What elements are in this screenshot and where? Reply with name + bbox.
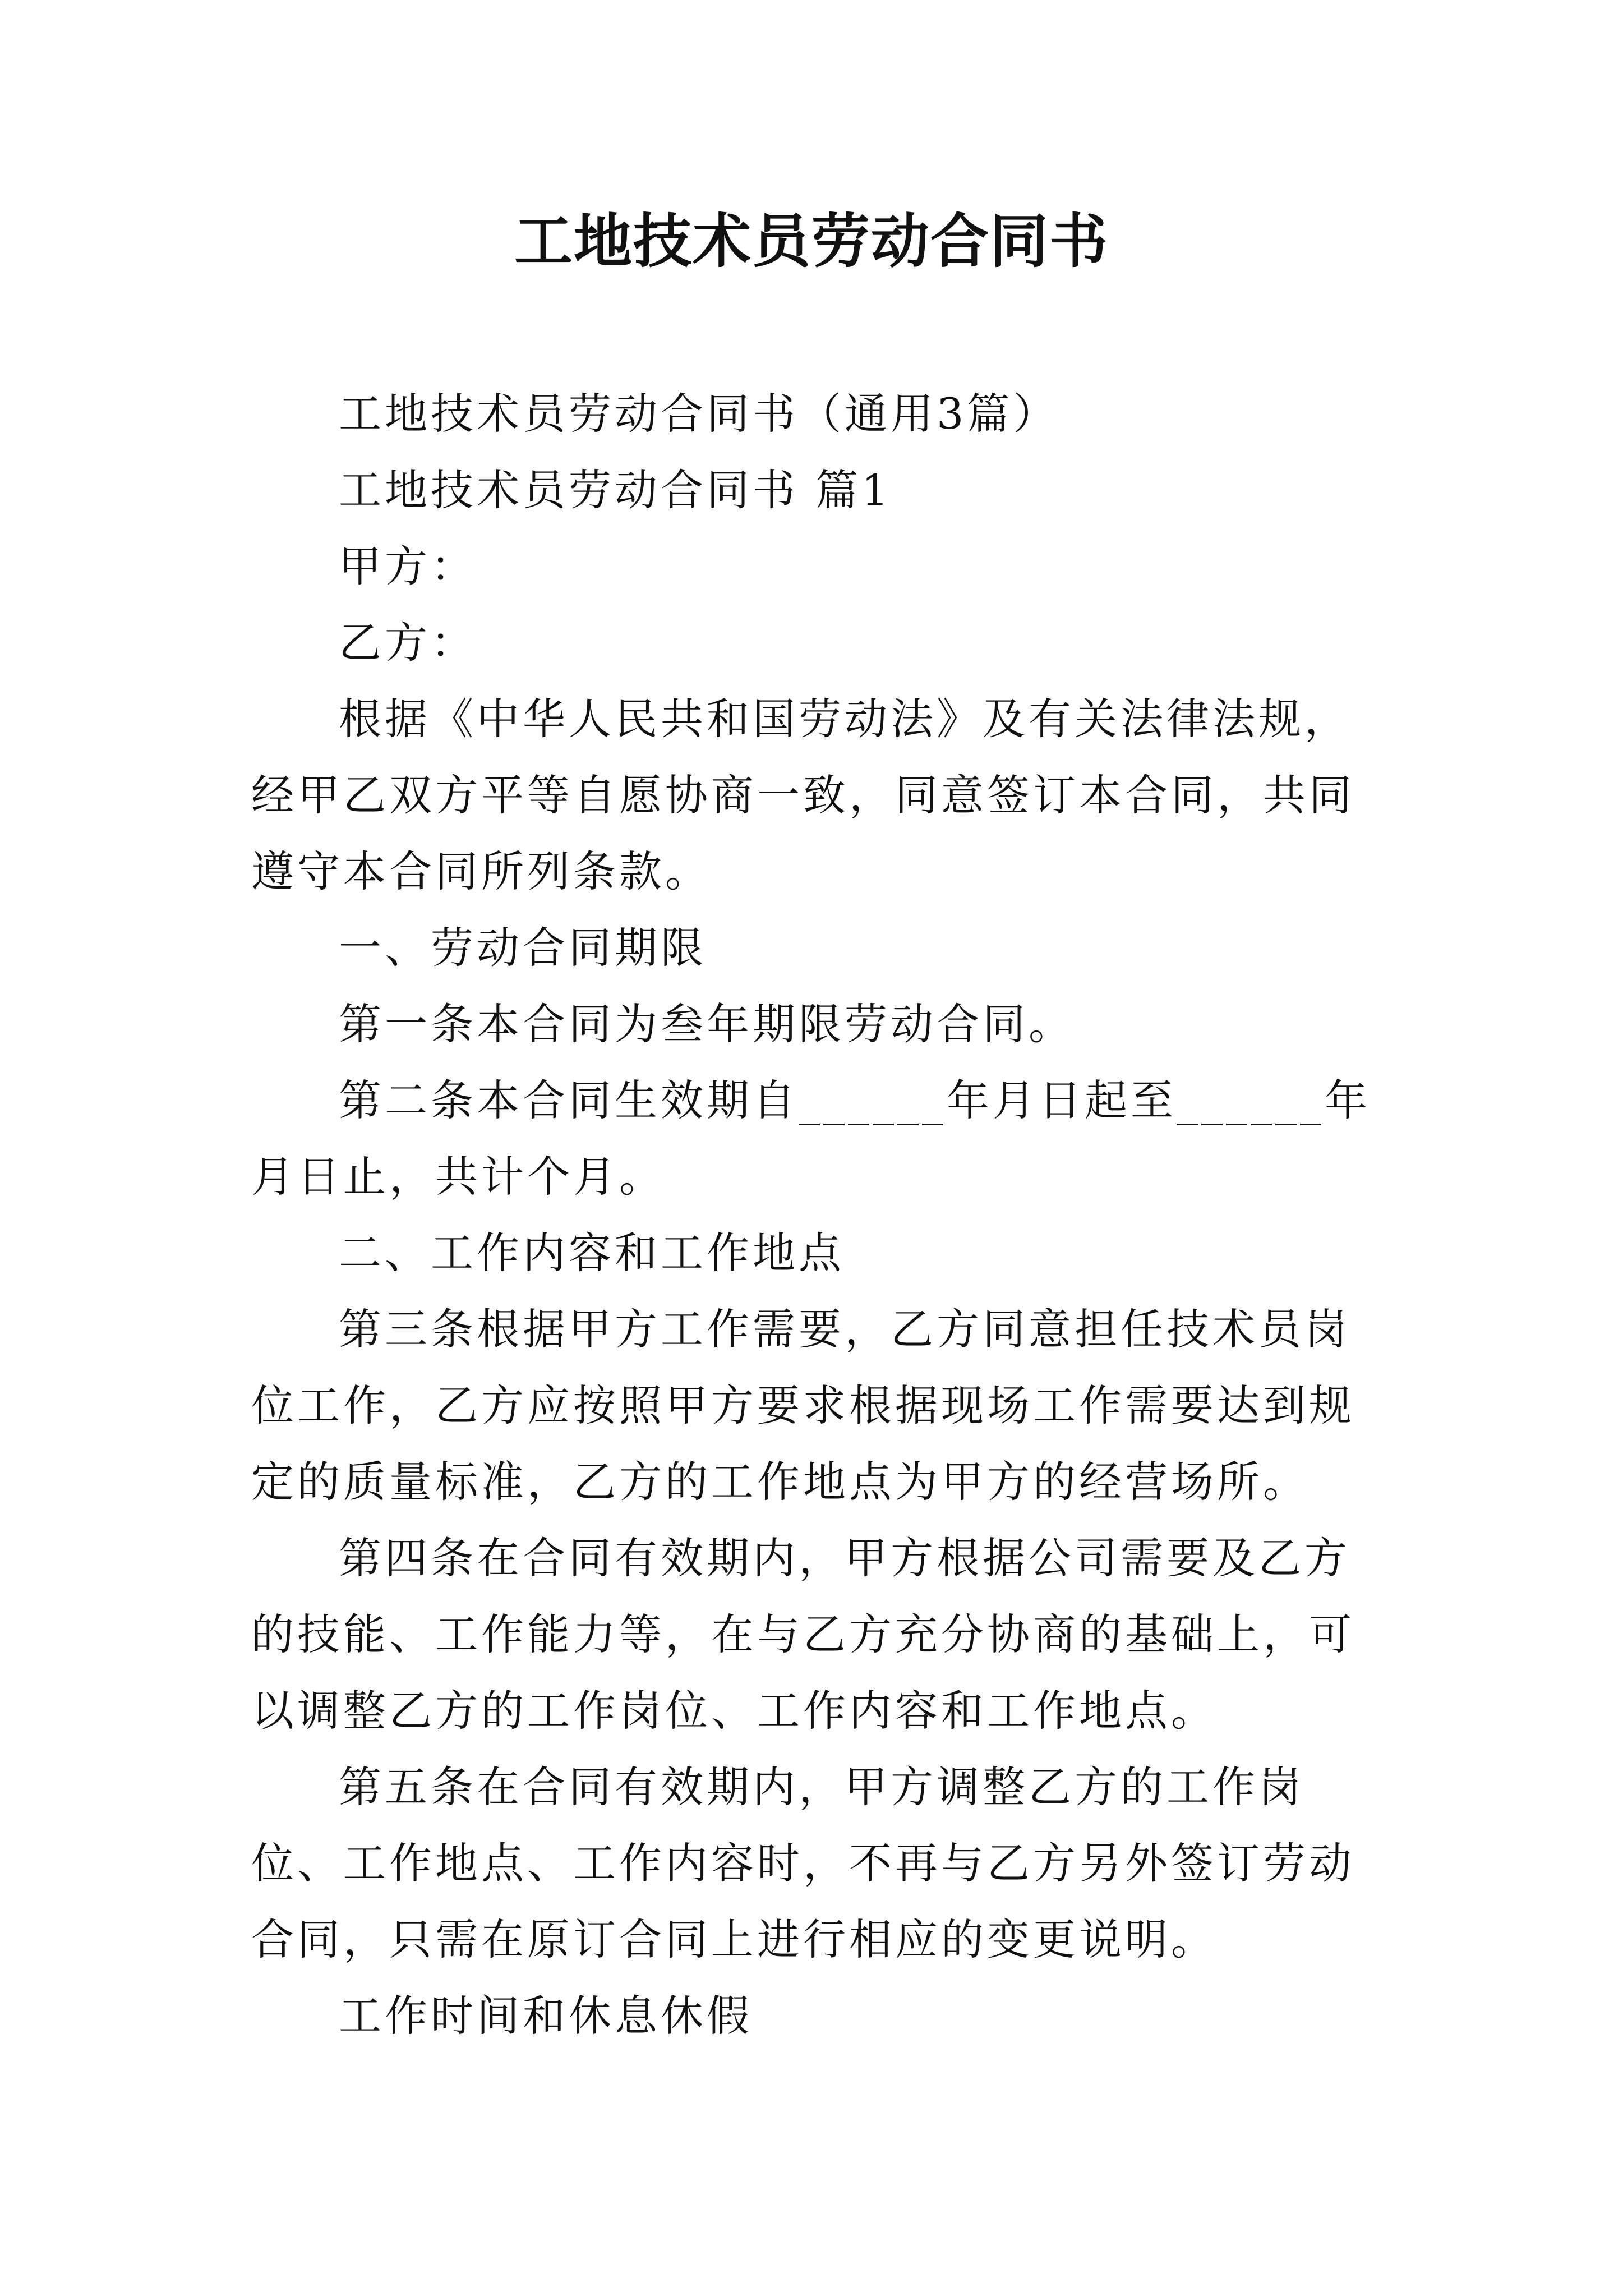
party-a-line: 甲方： bbox=[339, 541, 477, 591]
article-2: 第二条本合同生效期自______年月日起至______年月日止，共计个月。 bbox=[251, 1075, 1371, 1202]
party-b-line: 乙方： bbox=[339, 618, 477, 668]
preamble-paragraph: 根据《中华人民共和国劳动法》及有关法律法规，经甲乙双方平等自愿协商一致，同意签订本合同，共同遵守本合同所列条款。 bbox=[251, 694, 1355, 896]
section-heading-hours: 工作时间和休息休假 bbox=[339, 1991, 753, 2041]
document-body bbox=[251, 376, 1392, 2054]
article-5: 第五条在合同有效期内，甲方调整乙方的工作岗位、工作地点、工作内容时，不再与乙方另外签订劳动合同，只需在原订合同上进行相应的变更说明。 bbox=[251, 1762, 1355, 1964]
article-1: 第一条本合同为叁年期限劳动合同。 bbox=[339, 999, 1075, 1049]
subtitle-paragraph: 工地技术员劳动合同书（通用3篇） bbox=[339, 389, 1059, 439]
article-3: 第三条根据甲方工作需要，乙方同意担任技术员岗位工作，乙方应按照甲方要求根据现场工作需要达到规定的质量标准，乙方的工作地点为甲方的经营场所。 bbox=[251, 1304, 1355, 1507]
article-4: 第四条在合同有效期内，甲方根据公司需要及乙方的技能、工作能力等，在与乙方充分协商的基础上，可以调整乙方的工作岗位、工作内容和工作地点。 bbox=[251, 1533, 1355, 1736]
document-title: 工地技术员劳动合同书 bbox=[514, 206, 1109, 275]
section-heading-work: 二、工作内容和工作地点 bbox=[339, 1228, 845, 1278]
section-heading-term: 一、劳动合同期限 bbox=[339, 923, 707, 973]
section-heading: 工地技术员劳动合同书 篇1 bbox=[339, 465, 892, 515]
